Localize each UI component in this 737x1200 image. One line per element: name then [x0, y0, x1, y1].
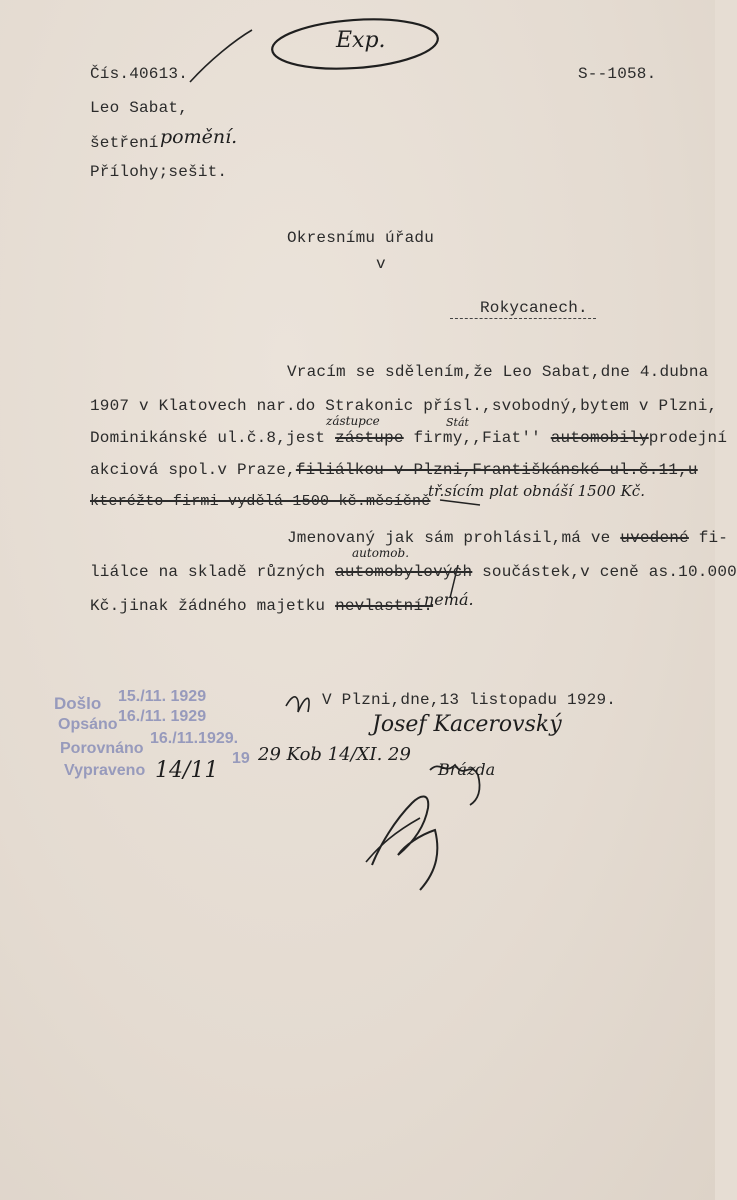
- addressee-office: Okresnímu úřadu: [287, 229, 435, 247]
- inquiry-handwritten: pomění.: [160, 126, 238, 148]
- p2-line2-text-b: součástek,v ceně as.10.000: [482, 563, 737, 581]
- line5-strike: kteréžto firmi vydělá 1500 kč.měsíčně: [90, 493, 431, 510]
- handwritten-nema: nemá.: [424, 590, 474, 609]
- p2-line1-strike: uvedené: [620, 529, 689, 547]
- stamp-value-doslo: 15./11. 1929: [118, 688, 207, 705]
- p2-line3-strike: nevlastní.: [335, 597, 434, 615]
- paragraph2-line2: [90, 562, 737, 582]
- stamp-value-porovnano: 16./11.1929.: [150, 730, 239, 747]
- p2-line2-text-a: liálce na skladě různých: [90, 563, 326, 581]
- stamp-label-opsano: Opsáno: [58, 716, 118, 733]
- stamp-handwritten-extra: 29 Kob 14/XI. 29: [258, 744, 411, 765]
- p2-line3-text: Kč.jinak žádného majetku: [90, 597, 326, 615]
- place-date-line: V Plzni,dne,13 listopadu 1929.: [322, 691, 617, 709]
- line4-strike: filiálkou v Plzni,Františkánské ul.č.11,u: [295, 461, 698, 479]
- town-underline: [450, 318, 596, 319]
- addressee-town: Rokycanech.: [480, 299, 588, 317]
- paragraph1-line2: 1907 v Klatovech nar.do Strakonic přísl.,svobodný,bytem v Plzni,: [90, 397, 718, 415]
- paragraph1-line5: [90, 492, 430, 512]
- paragraph2-line1: [287, 528, 728, 548]
- handwritten-insert-stat: Stát: [446, 416, 469, 429]
- stamp-label-porovnano: Porovnáno: [60, 740, 144, 757]
- file-number: S--1058.: [578, 65, 657, 83]
- p2-line1-text-a: Jmenovaný jak sám prohlásil,má ve: [287, 529, 611, 547]
- p2-line1-text-b: fi-: [698, 529, 729, 547]
- stamp-label-doslo: Došlo: [54, 694, 102, 713]
- stamp-value-opsano: 16./11. 1929: [118, 708, 207, 725]
- addressee-preposition: v: [376, 255, 386, 273]
- reference-number: Čís.40613.: [90, 65, 189, 83]
- line3-strike-zastupe: zástupe: [335, 429, 404, 447]
- line3-text-b: firmy,,Fiat'': [413, 429, 541, 447]
- stamp-handwritten-date: 14/11: [155, 758, 219, 783]
- stamp-label-vypraveno: Vypraveno: [64, 762, 146, 779]
- paragraph1-line4: [90, 460, 698, 480]
- handwritten-insert-zastupce: zástupce: [326, 414, 380, 428]
- signature-second: Brázda: [438, 760, 496, 779]
- line3-text-a: Dominikánské ul.č.8,jest: [90, 429, 326, 447]
- handwritten-salary-note: tř.sícím plat obnáší 1500 Kč.: [428, 482, 645, 500]
- stamp-value-vypraveno: 19: [232, 750, 250, 767]
- attachments-line: Přílohy;sešit.: [90, 163, 228, 181]
- paragraph2-line3: [90, 596, 433, 616]
- subject-name: Leo Sabat,: [90, 99, 189, 117]
- line3-text-c: prodejní: [648, 429, 728, 447]
- line3-strike-automobily: automobily: [550, 429, 649, 447]
- p2-line2-strike: automobylových: [335, 563, 473, 581]
- paragraph1-line3: [90, 428, 727, 448]
- inquiry-label: šetření: [90, 134, 159, 152]
- line4-text: akciová spol.v Praze,: [90, 461, 296, 479]
- signature-josef: Josef Kacerovský: [372, 712, 562, 737]
- expedition-mark: Exp.: [336, 28, 386, 53]
- paragraph1-line1: Vracím se sdělením,že Leo Sabat,dne 4.dubna: [287, 363, 709, 381]
- handwritten-insert-automob: automob.: [352, 546, 410, 560]
